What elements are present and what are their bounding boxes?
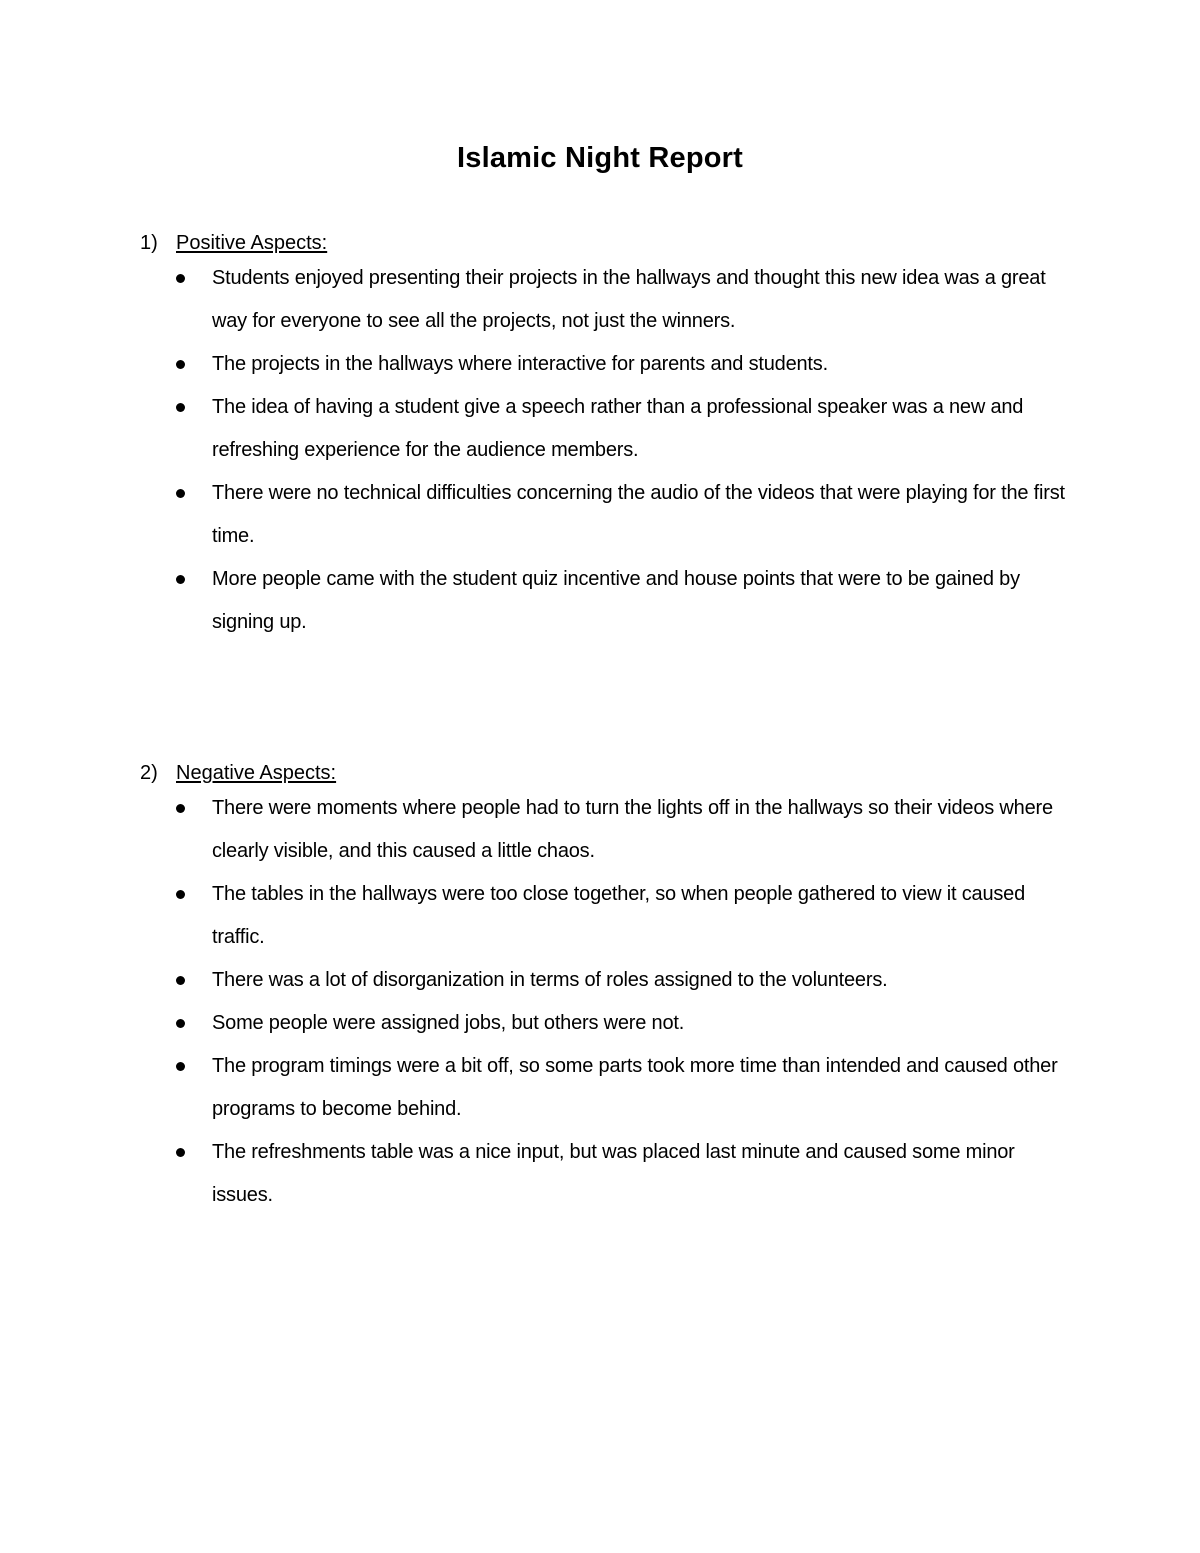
list-item — [140, 1002, 1080, 1045]
list-item — [140, 1131, 1080, 1217]
section-negative-aspects — [140, 759, 1080, 1217]
bullet-icon — [176, 1148, 185, 1157]
list-item-text: The tables in the hallways were too close together, so when people gathered to view it caused traffic. — [212, 883, 1026, 948]
list-item-text: There were moments where people had to turn the lights off in the hallways so their videos where clearly visible, and this caused a little chaos. — [212, 797, 1053, 862]
list-item-text: The idea of having a student give a speech rather than a professional speaker was a new and refreshing experience for the audience members. — [212, 396, 1024, 461]
list-item — [140, 873, 1080, 959]
bullet-icon — [176, 1062, 185, 1071]
bullet-list — [140, 257, 1080, 644]
list-item-text: There was a lot of disorganization in terms of roles assigned to the volunteers. — [212, 969, 888, 991]
bullet-icon — [176, 804, 185, 813]
bullet-icon — [176, 575, 185, 584]
list-item-text: The projects in the hallways where interactive for parents and students. — [212, 353, 828, 375]
list-item — [140, 959, 1080, 1002]
bullet-icon — [176, 274, 185, 283]
list-item-text: The program timings were a bit off, so some parts took more time than intended and caused other programs to become behind. — [212, 1055, 1058, 1120]
list-item — [140, 558, 1080, 644]
section-heading — [140, 759, 1080, 787]
bullet-icon — [176, 890, 185, 899]
section-heading — [140, 229, 1080, 257]
page-title: Islamic Night Report — [457, 142, 743, 174]
section-label: Positive Aspects: — [176, 232, 328, 254]
bullet-icon — [176, 976, 185, 985]
list-item — [140, 1045, 1080, 1131]
list-item-text: There were no technical difficulties concerning the audio of the videos that were playing for the first time. — [212, 482, 1065, 547]
list-item — [140, 386, 1080, 472]
list-item — [140, 787, 1080, 873]
list-item-text: Some people were assigned jobs, but others were not. — [212, 1012, 685, 1034]
list-item-text: More people came with the student quiz incentive and house points that were to be gained by signing up. — [212, 568, 1020, 633]
section-number: 2) — [140, 762, 158, 784]
bullet-icon — [176, 403, 185, 412]
list-item-text: Students enjoyed presenting their projects in the hallways and thought this new idea was a great way for everyone to see all the projects, not just the winners. — [212, 267, 1046, 332]
list-item — [140, 472, 1080, 558]
bullet-list — [140, 787, 1080, 1217]
section-positive-aspects — [140, 229, 1080, 644]
bullet-icon — [176, 1019, 185, 1028]
list-item — [140, 257, 1080, 343]
section-label: Negative Aspects: — [176, 762, 337, 784]
list-item — [140, 343, 1080, 386]
bullet-icon — [176, 360, 185, 369]
section-number: 1) — [140, 232, 158, 254]
bullet-icon — [176, 489, 185, 498]
list-item-text: The refreshments table was a nice input, but was placed last minute and caused some minor issues. — [212, 1141, 1015, 1206]
